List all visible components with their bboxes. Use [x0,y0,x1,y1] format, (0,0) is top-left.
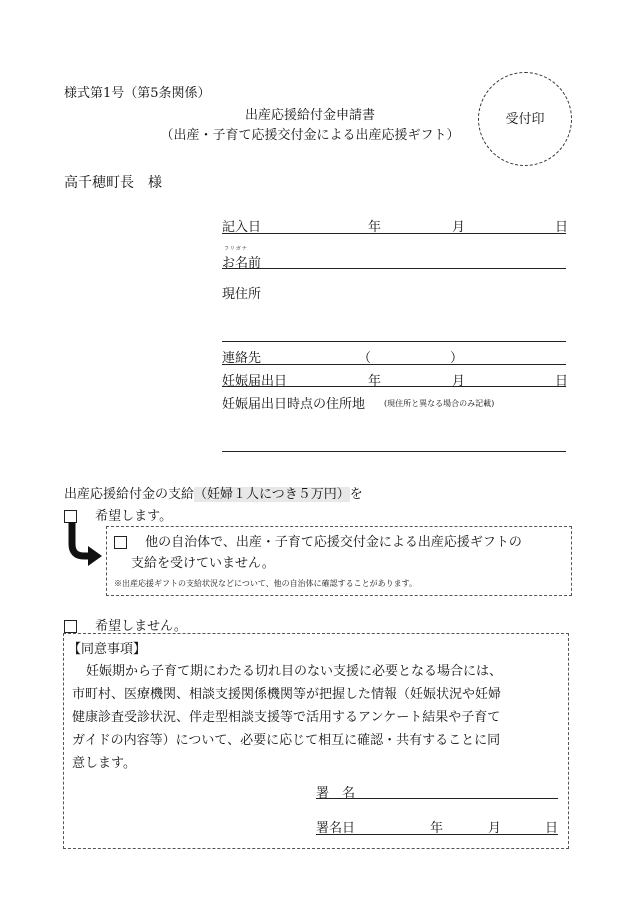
reception-stamp-circle [478,72,572,166]
entry-date-field[interactable] [222,233,566,234]
consent-line-1: 妊娠期から子育て期にわたる切れ目のない支援に必要となる場合には、 [86,664,503,679]
pregnancy-day-label: 日 [555,374,569,389]
name-field[interactable] [222,268,566,269]
reception-stamp-label: 受付印 [505,112,545,127]
want-label: 希望します。 [95,509,173,524]
sub-option-note: ※出産応援ギフトの支給状況などについて、他の自治体に確認することがあります。 [114,579,418,588]
not-want-label: 希望しません。 [95,619,187,634]
consent-line-4: ガイドの内容等）について、必要に応じて相互に確認・共有することに同 [72,733,501,748]
form-number: 様式第1号（第5条関係） [64,86,211,101]
pregnancy-date-field[interactable] [222,386,566,387]
pregnancy-address-note: (現住所と異なる場合のみ記載) [384,399,495,408]
payment-statement [64,483,363,502]
consent-line-2: 市町村、医療機関、相談支援関係機関等が把握した情報（妊娠状況や妊婦 [72,687,502,702]
consent-line-3: 健康診査受診状況、伴走型相談支援等で活用するアンケート結果や子育て [72,710,501,725]
curved-arrow-icon [62,520,106,566]
sub-option-text2: 支給を受けていません。 [131,556,275,571]
pregnancy-date-label: 妊娠届出日 [222,374,288,389]
signature-year-label: 年 [430,821,444,836]
contact-paren-open: （ [358,351,372,366]
pregnancy-address-label: 妊娠届出日時点の住所地 [222,397,366,412]
signature-date-field[interactable] [316,834,558,835]
entry-year-label: 年 [368,220,382,235]
consent-heading: 【同意事項】 [68,642,147,657]
consent-line-5: 意します。 [72,756,136,771]
name-label: お名前 [222,256,262,271]
addressee: 高千穂町長 様 [64,175,162,191]
sub-option-checkbox[interactable] [114,536,127,549]
contact-label: 連絡先 [222,351,262,366]
furigana-label: フリガナ [224,246,248,252]
payment-lead: 出産応援給付金の支給 [64,487,195,502]
contact-field[interactable] [222,364,566,365]
form-title: 出産応援給付金申請書 [244,108,375,123]
signature-month-label: 月 [488,821,502,836]
address-field[interactable] [222,341,566,342]
pregnancy-year-label: 年 [368,374,382,389]
payment-suffix: を [349,487,363,502]
sub-option-line1[interactable] [114,531,522,550]
entry-day-label: 日 [555,220,569,235]
pregnancy-address-field[interactable] [222,451,566,452]
signature-label: 署 名 [316,786,356,801]
sub-option-text1: 他の自治体で、出産・子育て応援交付金による出産応援ギフトの [145,535,522,550]
option-not-want[interactable] [64,615,187,634]
signature-date-label: 署名日 [316,821,356,836]
address-label: 現住所 [222,287,262,302]
signature-day-label: 日 [545,821,559,836]
entry-date-label: 記入日 [222,220,262,235]
signature-field[interactable] [316,798,558,799]
not-want-checkbox[interactable] [64,620,77,633]
payment-amount: （妊婦１人につき５万円） [194,487,350,502]
entry-month-label: 月 [452,220,466,235]
pregnancy-month-label: 月 [452,374,466,389]
contact-paren-close: ） [450,351,464,366]
form-subtitle: （出産・子育て応援交付金による出産応援ギフト） [160,128,460,143]
